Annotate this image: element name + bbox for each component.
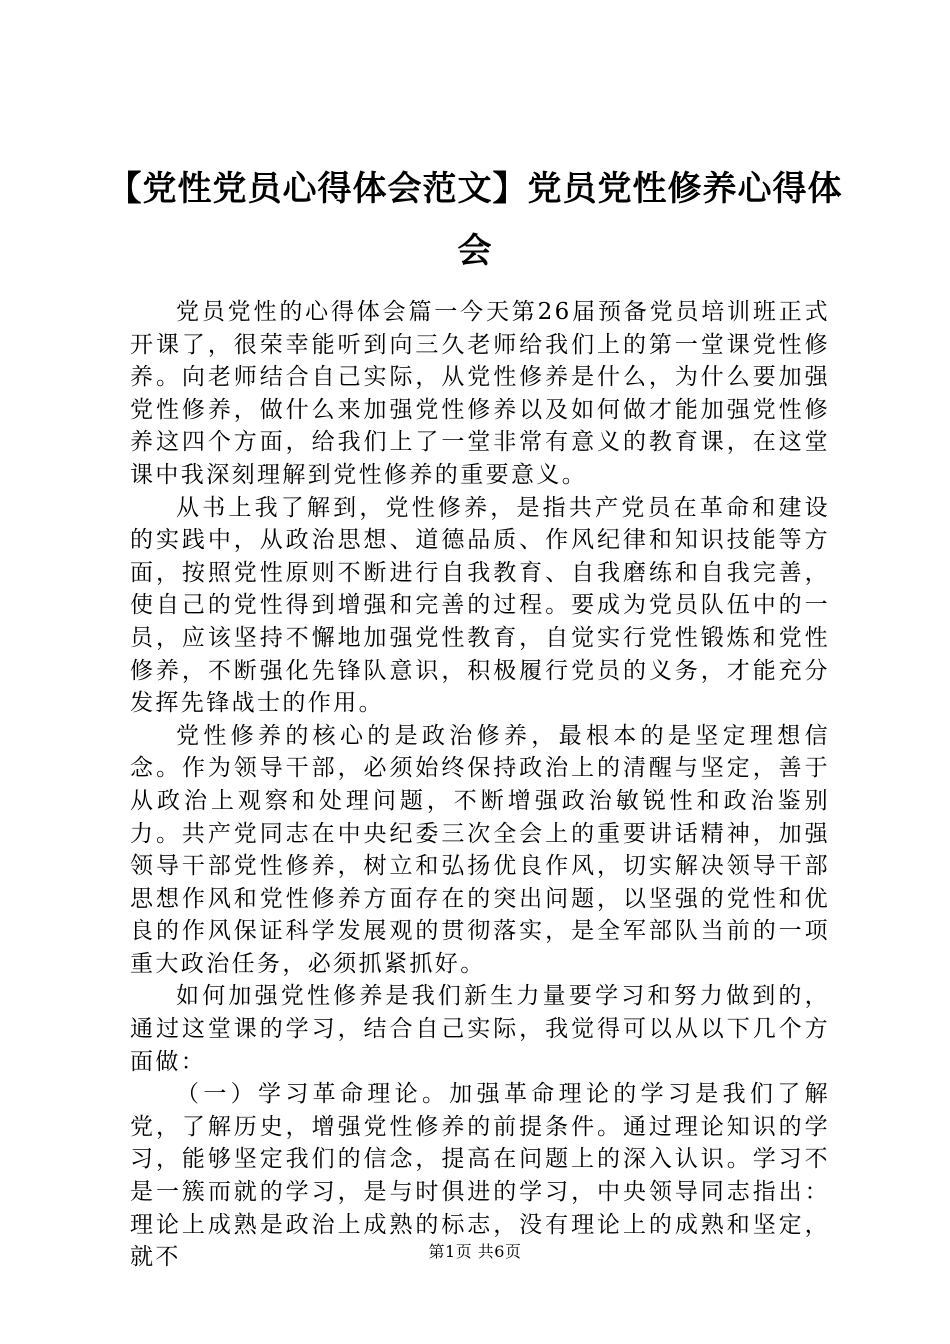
paragraph-2: 从书上我了解到，党性修养，是指共产党员在革命和建设的实践中，从政治思想、道德品质、作风纪律和知识技能等方面，按照党性原则不断进行自我教育、自我磨练和自我完善，使自己的党性得到增强和完善的过程。要成为党员队伍中的一员，应该坚持不懈地加强党性教育，自觉实行党性锻炼和党性修养，不断强化先锋队意识，积极履行党员的义务，才能充分发挥先锋战士的作用。 [130, 494, 830, 717]
page-footer: 第1页 共6页 [428, 1242, 522, 1261]
paragraph-1: 党员党性的心得体会篇一今天第26届预备党员培训班正式开课了，很荣幸能听到向三久老师给我们上的第一堂课党性修养。向老师结合自己实际，从党性修养是什么，为什么要加强党性修养，做什么来加强党性修养以及如何做才能加强党性修养这四个方面，给我们上了一堂非常有意义的教育课，在这堂课中我深刻理解到党性修养的重要意义。 [130, 299, 830, 488]
document-body [130, 296, 830, 1274]
document-title: 【党性党员心得体会范文】党员党性修养心得体会 [107, 169, 843, 271]
paragraph-5: （一）学习革命理论。加强革命理论的学习是我们了解党，了解历史，增强党性修养的前提条件。通过理论知识的学习，能够坚定我们的信念，提高在问题上的深入认识。学习不是一簇而就的学习，是与时俱进的学习，中央领导同志指出：理论上成熟是政治上成熟的标志，没有理论上的成熟和坚定，就不 [130, 1081, 830, 1271]
paragraph-3: 党性修养的核心的是政治修养，最根本的是坚定理想信念。作为领导干部，必须始终保持政治上的清醒与坚定，善于从政治上观察和处理问题，不断增强政治敏锐性和政治鉴别力。共产党同志在中央纪委三次全会上的重要讲话精神，加强领导干部党性修养，树立和弘扬优良作风，切实解决领导干部思想作风和党性修养方面存在的突出问题，以坚强的党性和优良的作风保证科学发展观的贯彻落实，是全军部队当前的一项重大政治任务，必须抓紧抓好。 [130, 722, 830, 977]
paragraph-4: 如何加强党性修养是我们新生力量要学习和努力做到的，通过这堂课的学习，结合自己实际，我觉得可以从以下几个方面做： [130, 983, 830, 1075]
